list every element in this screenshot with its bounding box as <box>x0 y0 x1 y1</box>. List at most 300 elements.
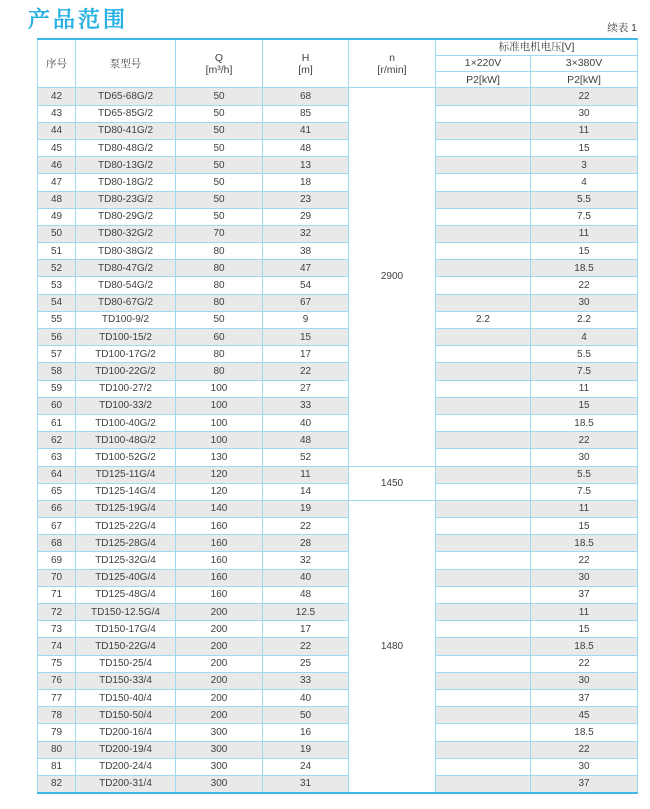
cell-p2-380v: 15 <box>531 243 638 260</box>
cell-serial: 79 <box>38 724 76 741</box>
cell-head: 40 <box>263 569 349 586</box>
cell-serial: 56 <box>38 329 76 346</box>
cell-p2-380v: 22 <box>531 88 638 105</box>
col-header-head-unit: [m] <box>298 63 313 76</box>
cell-head: 19 <box>263 741 349 758</box>
cell-head: 22 <box>263 638 349 655</box>
cell-flow: 120 <box>176 466 263 483</box>
table-row <box>38 208 638 225</box>
cell-p2-380v: 5.5 <box>531 346 638 363</box>
table-row <box>38 294 638 311</box>
table-row <box>38 277 638 294</box>
cell-serial: 76 <box>38 672 76 689</box>
cell-head: 48 <box>263 432 349 449</box>
cell-head: 14 <box>263 483 349 500</box>
cell-flow: 160 <box>176 552 263 569</box>
cell-flow: 160 <box>176 569 263 586</box>
table-row <box>38 191 638 208</box>
cell-model: TD80-29G/2 <box>76 208 176 225</box>
cell-serial: 80 <box>38 741 76 758</box>
cell-head: 22 <box>263 518 349 535</box>
cell-p2-380v: 22 <box>531 741 638 758</box>
cell-flow: 120 <box>176 483 263 500</box>
cell-p2-220v <box>436 432 531 449</box>
cell-p2-380v: 22 <box>531 432 638 449</box>
table-row <box>38 552 638 569</box>
cell-p2-220v <box>436 329 531 346</box>
col-header-serial: 序号 <box>38 39 76 88</box>
table-row <box>38 432 638 449</box>
cell-p2-220v <box>436 174 531 191</box>
cell-p2-220v <box>436 139 531 156</box>
page-title: 产品范围 <box>28 7 129 32</box>
cell-serial: 64 <box>38 466 76 483</box>
cell-head: 17 <box>263 346 349 363</box>
cell-serial: 73 <box>38 621 76 638</box>
cell-p2-220v <box>436 397 531 414</box>
cell-model: TD80-48G/2 <box>76 139 176 156</box>
cell-p2-220v <box>436 724 531 741</box>
cell-flow: 200 <box>176 707 263 724</box>
cell-p2-220v <box>436 294 531 311</box>
cell-model: TD100-27/2 <box>76 380 176 397</box>
table-row <box>38 329 638 346</box>
cell-head: 27 <box>263 380 349 397</box>
cell-model: TD125-14G/4 <box>76 483 176 500</box>
cell-flow: 200 <box>176 621 263 638</box>
table-row <box>38 380 638 397</box>
cell-speed: 2900 <box>349 88 436 466</box>
table-header <box>38 39 638 88</box>
cell-flow: 80 <box>176 346 263 363</box>
table-row <box>38 449 638 466</box>
table-body <box>38 88 638 793</box>
col-header-flow-unit: [m³/h] <box>205 63 233 76</box>
cell-p2-380v: 18.5 <box>531 724 638 741</box>
cell-flow: 200 <box>176 672 263 689</box>
cell-serial: 77 <box>38 689 76 706</box>
table-row <box>38 655 638 672</box>
cell-serial: 66 <box>38 500 76 517</box>
cell-serial: 43 <box>38 105 76 122</box>
cell-p2-220v <box>436 466 531 483</box>
cell-head: 47 <box>263 260 349 277</box>
cell-p2-380v: 30 <box>531 105 638 122</box>
cell-p2-380v: 22 <box>531 655 638 672</box>
cell-model: TD150-12.5G/4 <box>76 604 176 621</box>
cell-head: 40 <box>263 689 349 706</box>
cell-serial: 50 <box>38 225 76 242</box>
cell-head: 11 <box>263 466 349 483</box>
cell-head: 23 <box>263 191 349 208</box>
cell-p2-380v: 30 <box>531 569 638 586</box>
cell-flow: 100 <box>176 380 263 397</box>
table-row <box>38 174 638 191</box>
cell-p2-380v: 18.5 <box>531 414 638 431</box>
col-header-speed <box>349 39 436 88</box>
cell-p2-220v <box>436 380 531 397</box>
cell-serial: 51 <box>38 243 76 260</box>
cell-model: TD80-47G/2 <box>76 260 176 277</box>
cell-serial: 61 <box>38 414 76 431</box>
table-row <box>38 397 638 414</box>
cell-model: TD125-11G/4 <box>76 466 176 483</box>
cell-p2-220v <box>436 260 531 277</box>
cell-head: 68 <box>263 88 349 105</box>
col-header-flow-symbol: Q <box>214 51 224 64</box>
cell-p2-380v: 22 <box>531 277 638 294</box>
cell-model: TD80-23G/2 <box>76 191 176 208</box>
cell-p2-220v <box>436 604 531 621</box>
cell-p2-380v: 30 <box>531 672 638 689</box>
cell-p2-220v <box>436 552 531 569</box>
cell-head: 54 <box>263 277 349 294</box>
cell-head: 50 <box>263 707 349 724</box>
cell-head: 38 <box>263 243 349 260</box>
cell-serial: 62 <box>38 432 76 449</box>
cell-p2-380v: 11 <box>531 604 638 621</box>
table-row <box>38 414 638 431</box>
cell-p2-220v <box>436 758 531 775</box>
col-header-head-symbol: H <box>301 51 310 64</box>
cell-flow: 80 <box>176 260 263 277</box>
cell-serial: 71 <box>38 586 76 603</box>
cell-head: 33 <box>263 397 349 414</box>
cell-flow: 100 <box>176 414 263 431</box>
cell-model: TD125-48G/4 <box>76 586 176 603</box>
table-row <box>38 638 638 655</box>
cell-p2-220v <box>436 88 531 105</box>
table-row <box>38 122 638 139</box>
cell-p2-220v <box>436 775 531 792</box>
cell-model: TD125-32G/4 <box>76 552 176 569</box>
cell-serial: 48 <box>38 191 76 208</box>
cell-head: 40 <box>263 414 349 431</box>
col-header-speed-unit: [r/min] <box>377 63 407 76</box>
table-row <box>38 535 638 552</box>
table-row <box>38 724 638 741</box>
cell-model: TD80-41G/2 <box>76 122 176 139</box>
cell-p2-380v: 15 <box>531 621 638 638</box>
cell-p2-220v <box>436 518 531 535</box>
cell-p2-380v: 45 <box>531 707 638 724</box>
col-header-p2-380v: P2[kW] <box>531 72 638 88</box>
cell-p2-380v: 3 <box>531 157 638 174</box>
cell-serial: 70 <box>38 569 76 586</box>
cell-serial: 49 <box>38 208 76 225</box>
cell-serial: 47 <box>38 174 76 191</box>
table-row <box>38 346 638 363</box>
cell-p2-220v <box>436 346 531 363</box>
cell-head: 31 <box>263 775 349 792</box>
cell-head: 28 <box>263 535 349 552</box>
cell-p2-380v: 7.5 <box>531 208 638 225</box>
cell-model: TD65-85G/2 <box>76 105 176 122</box>
cell-p2-380v: 5.5 <box>531 466 638 483</box>
cell-serial: 59 <box>38 380 76 397</box>
table-row <box>38 157 638 174</box>
cell-p2-220v <box>436 672 531 689</box>
table-row <box>38 139 638 156</box>
cell-model: TD100-15/2 <box>76 329 176 346</box>
cell-flow: 200 <box>176 638 263 655</box>
cell-p2-220v <box>436 449 531 466</box>
cell-model: TD125-28G/4 <box>76 535 176 552</box>
cell-model: TD200-16/4 <box>76 724 176 741</box>
cell-flow: 60 <box>176 329 263 346</box>
table-row <box>38 586 638 603</box>
table-row <box>38 225 638 242</box>
col-header-voltage-group: 标准电机电压[V] <box>436 39 638 55</box>
cell-p2-380v: 11 <box>531 500 638 517</box>
cell-head: 67 <box>263 294 349 311</box>
cell-serial: 54 <box>38 294 76 311</box>
table-row <box>38 569 638 586</box>
cell-p2-380v: 7.5 <box>531 363 638 380</box>
cell-model: TD125-22G/4 <box>76 518 176 535</box>
cell-p2-220v <box>436 208 531 225</box>
cell-head: 25 <box>263 655 349 672</box>
cell-p2-380v: 22 <box>531 552 638 569</box>
cell-flow: 50 <box>176 208 263 225</box>
cell-p2-380v: 5.5 <box>531 191 638 208</box>
cell-serial: 58 <box>38 363 76 380</box>
table-row <box>38 672 638 689</box>
cell-p2-380v: 11 <box>531 225 638 242</box>
cell-p2-380v: 37 <box>531 586 638 603</box>
cell-model: TD125-19G/4 <box>76 500 176 517</box>
cell-head: 13 <box>263 157 349 174</box>
table-row <box>38 775 638 792</box>
cell-p2-380v: 37 <box>531 775 638 792</box>
table-row <box>38 707 638 724</box>
cell-p2-380v: 37 <box>531 689 638 706</box>
cell-head: 32 <box>263 552 349 569</box>
cell-serial: 60 <box>38 397 76 414</box>
cell-flow: 50 <box>176 174 263 191</box>
cell-head: 52 <box>263 449 349 466</box>
cell-head: 48 <box>263 139 349 156</box>
cell-speed: 1480 <box>349 500 436 792</box>
cell-p2-220v <box>436 157 531 174</box>
cell-serial: 72 <box>38 604 76 621</box>
cell-serial: 52 <box>38 260 76 277</box>
cell-head: 19 <box>263 500 349 517</box>
cell-flow: 50 <box>176 139 263 156</box>
table-row <box>38 689 638 706</box>
table-row <box>38 466 638 483</box>
cell-p2-380v: 30 <box>531 449 638 466</box>
cell-model: TD80-18G/2 <box>76 174 176 191</box>
cell-flow: 300 <box>176 775 263 792</box>
cell-model: TD100-9/2 <box>76 311 176 328</box>
cell-flow: 300 <box>176 724 263 741</box>
table-row <box>38 243 638 260</box>
cell-serial: 53 <box>38 277 76 294</box>
cell-serial: 63 <box>38 449 76 466</box>
cell-flow: 50 <box>176 88 263 105</box>
cell-flow: 160 <box>176 535 263 552</box>
cell-speed: 1450 <box>349 466 436 500</box>
cell-p2-220v <box>436 105 531 122</box>
table-row <box>38 105 638 122</box>
cell-serial: 74 <box>38 638 76 655</box>
table-row <box>38 260 638 277</box>
table-row <box>38 483 638 500</box>
cell-model: TD80-54G/2 <box>76 277 176 294</box>
cell-head: 24 <box>263 758 349 775</box>
cell-head: 41 <box>263 122 349 139</box>
cell-flow: 200 <box>176 604 263 621</box>
cell-serial: 75 <box>38 655 76 672</box>
cell-model: TD200-31/4 <box>76 775 176 792</box>
cell-flow: 100 <box>176 397 263 414</box>
cell-flow: 300 <box>176 758 263 775</box>
cell-model: TD80-13G/2 <box>76 157 176 174</box>
cell-model: TD100-33/2 <box>76 397 176 414</box>
col-header-380v: 3×380V <box>531 55 638 71</box>
cell-p2-220v <box>436 414 531 431</box>
cell-head: 48 <box>263 586 349 603</box>
cell-model: TD150-40/4 <box>76 689 176 706</box>
cell-flow: 200 <box>176 655 263 672</box>
cell-p2-380v: 15 <box>531 397 638 414</box>
cell-flow: 50 <box>176 311 263 328</box>
cell-flow: 80 <box>176 277 263 294</box>
cell-p2-220v <box>436 638 531 655</box>
cell-p2-220v <box>436 483 531 500</box>
table-row <box>38 88 638 105</box>
cell-serial: 82 <box>38 775 76 792</box>
cell-head: 16 <box>263 724 349 741</box>
cell-p2-380v: 18.5 <box>531 638 638 655</box>
cell-head: 15 <box>263 329 349 346</box>
cell-head: 33 <box>263 672 349 689</box>
cell-p2-220v <box>436 586 531 603</box>
cell-model: TD150-50/4 <box>76 707 176 724</box>
table-container <box>37 38 637 794</box>
cell-head: 22 <box>263 363 349 380</box>
cell-p2-220v: 2.2 <box>436 311 531 328</box>
table-row <box>38 604 638 621</box>
cell-p2-220v <box>436 243 531 260</box>
cell-serial: 42 <box>38 88 76 105</box>
cell-p2-220v <box>436 277 531 294</box>
cell-model: TD100-40G/2 <box>76 414 176 431</box>
cell-p2-220v <box>436 363 531 380</box>
cell-flow: 300 <box>176 741 263 758</box>
col-header-head <box>263 39 349 88</box>
cell-model: TD65-68G/2 <box>76 88 176 105</box>
cell-serial: 55 <box>38 311 76 328</box>
cell-model: TD150-22G/4 <box>76 638 176 655</box>
cell-p2-380v: 4 <box>531 329 638 346</box>
cell-flow: 100 <box>176 432 263 449</box>
cell-p2-220v <box>436 225 531 242</box>
cell-serial: 44 <box>38 122 76 139</box>
cell-p2-380v: 2.2 <box>531 311 638 328</box>
cell-p2-380v: 11 <box>531 122 638 139</box>
cell-head: 32 <box>263 225 349 242</box>
cell-model: TD80-67G/2 <box>76 294 176 311</box>
cell-flow: 50 <box>176 105 263 122</box>
cell-model: TD150-25/4 <box>76 655 176 672</box>
cell-flow: 50 <box>176 122 263 139</box>
cell-flow: 50 <box>176 157 263 174</box>
cell-model: TD125-40G/4 <box>76 569 176 586</box>
table-row <box>38 518 638 535</box>
cell-model: TD150-33/4 <box>76 672 176 689</box>
cell-serial: 65 <box>38 483 76 500</box>
cell-model: TD100-52G/2 <box>76 449 176 466</box>
cell-head: 85 <box>263 105 349 122</box>
cell-head: 12.5 <box>263 604 349 621</box>
cell-model: TD80-38G/2 <box>76 243 176 260</box>
cell-flow: 80 <box>176 243 263 260</box>
cell-p2-380v: 30 <box>531 758 638 775</box>
cell-flow: 70 <box>176 225 263 242</box>
cell-p2-380v: 11 <box>531 380 638 397</box>
cell-model: TD100-48G/2 <box>76 432 176 449</box>
cell-p2-220v <box>436 500 531 517</box>
cell-flow: 140 <box>176 500 263 517</box>
cell-flow: 80 <box>176 363 263 380</box>
cell-p2-220v <box>436 621 531 638</box>
cell-p2-220v <box>436 741 531 758</box>
cell-serial: 78 <box>38 707 76 724</box>
cell-flow: 130 <box>176 449 263 466</box>
cell-p2-220v <box>436 689 531 706</box>
cell-p2-220v <box>436 569 531 586</box>
cell-serial: 81 <box>38 758 76 775</box>
product-range-table <box>37 38 638 794</box>
cell-model: TD100-17G/2 <box>76 346 176 363</box>
cell-serial: 68 <box>38 535 76 552</box>
cell-head: 18 <box>263 174 349 191</box>
cell-p2-380v: 18.5 <box>531 260 638 277</box>
table-row <box>38 311 638 328</box>
cell-p2-380v: 18.5 <box>531 535 638 552</box>
cell-flow: 160 <box>176 518 263 535</box>
continued-table-note: 续表 1 <box>607 22 637 34</box>
cell-p2-220v <box>436 707 531 724</box>
cell-head: 29 <box>263 208 349 225</box>
cell-model: TD200-24/4 <box>76 758 176 775</box>
cell-p2-380v: 15 <box>531 139 638 156</box>
cell-serial: 67 <box>38 518 76 535</box>
cell-flow: 50 <box>176 191 263 208</box>
col-header-flow <box>176 39 263 88</box>
cell-flow: 80 <box>176 294 263 311</box>
cell-flow: 200 <box>176 689 263 706</box>
cell-serial: 69 <box>38 552 76 569</box>
col-header-p2-220v: P2[kW] <box>436 72 531 88</box>
col-header-220v: 1×220V <box>436 55 531 71</box>
cell-serial: 57 <box>38 346 76 363</box>
table-row <box>38 500 638 517</box>
table-row <box>38 621 638 638</box>
cell-model: TD100-22G/2 <box>76 363 176 380</box>
cell-serial: 45 <box>38 139 76 156</box>
table-row <box>38 741 638 758</box>
col-header-speed-symbol: n <box>389 51 395 64</box>
cell-p2-380v: 15 <box>531 518 638 535</box>
table-row <box>38 758 638 775</box>
cell-p2-220v <box>436 191 531 208</box>
cell-head: 9 <box>263 311 349 328</box>
cell-model: TD200-19/4 <box>76 741 176 758</box>
cell-p2-380v: 4 <box>531 174 638 191</box>
